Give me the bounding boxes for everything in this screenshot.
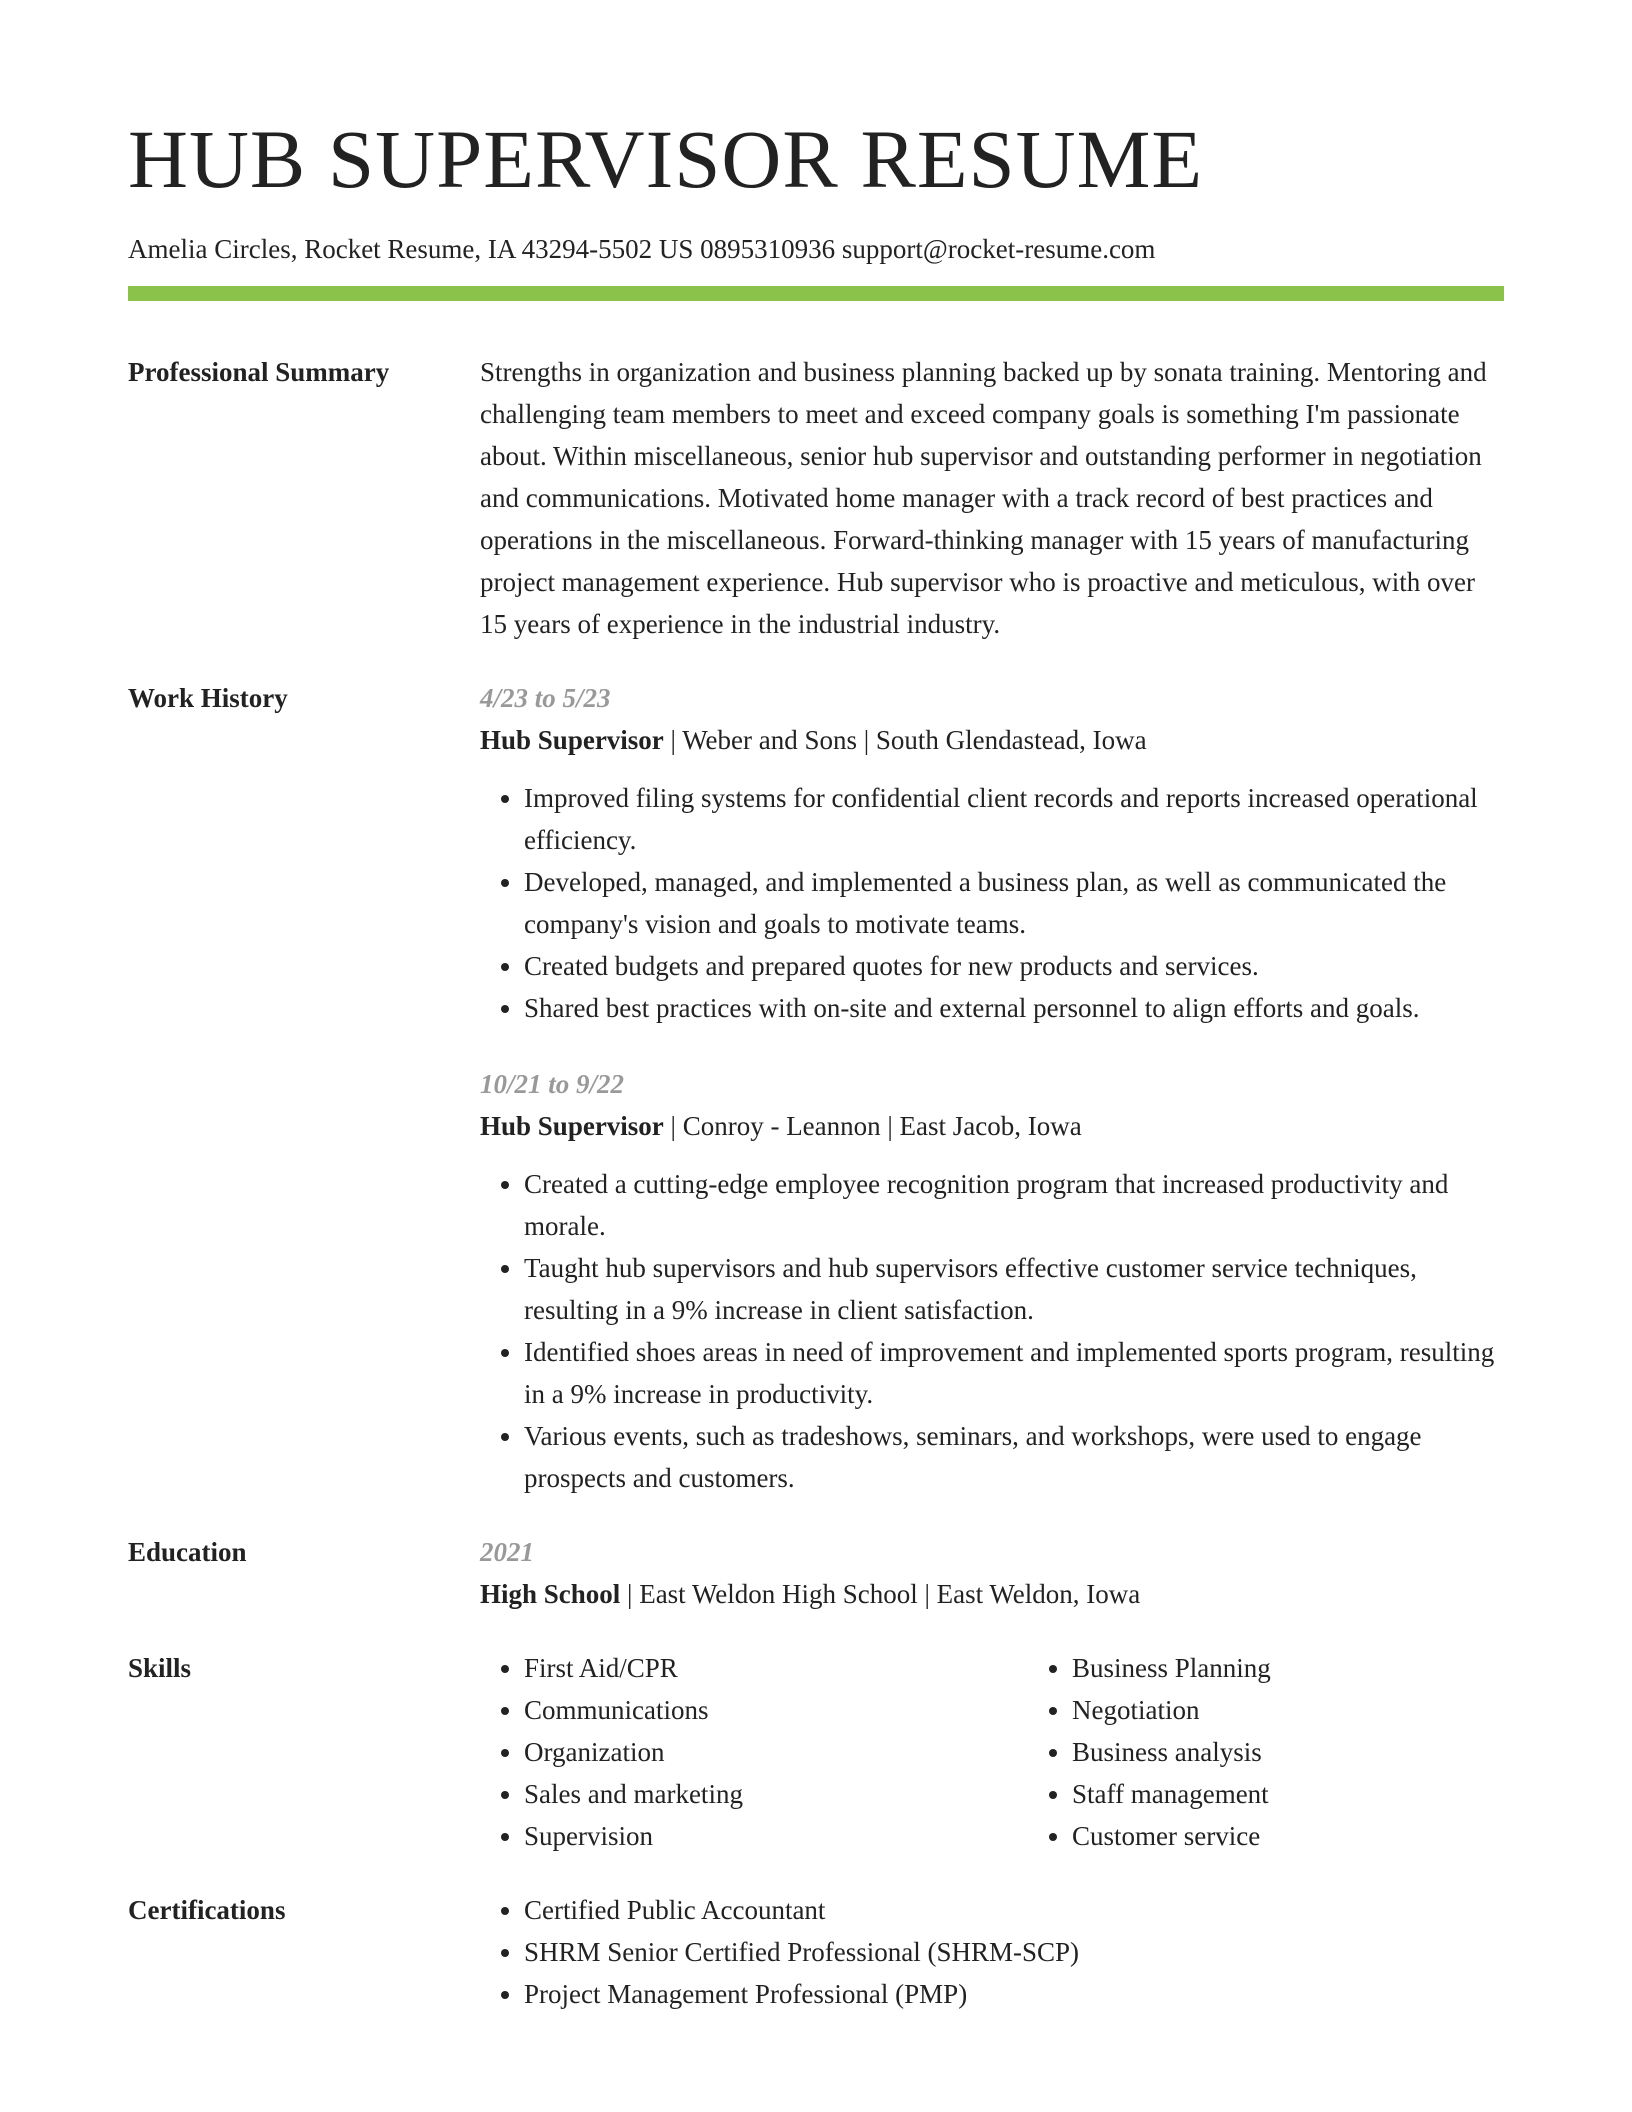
job-bullet: • Shared best practices with on-site and external personnel to align efforts and goals. bbox=[524, 987, 1504, 1029]
job-dates: 4/23 to 5/23 bbox=[480, 683, 611, 713]
work-history-section bbox=[128, 677, 1504, 1499]
skills-list-right bbox=[1028, 1647, 1576, 1857]
job-details: | Weber and Sons | South Glendastead, Iowa bbox=[663, 725, 1147, 755]
certification-item: • SHRM Senior Certified Professional (SHRM-SCP) bbox=[524, 1931, 1504, 1973]
job-bullet-list bbox=[480, 1163, 1504, 1499]
skills-section bbox=[128, 1647, 1504, 1857]
education-heading bbox=[480, 1573, 1504, 1615]
job-bullet: • Various events, such as tradeshows, seminars, and workshops, were used to engage prospects and customers. bbox=[524, 1415, 1504, 1499]
education-degree: High School bbox=[480, 1579, 621, 1609]
section-label-professional-summary: Professional Summary bbox=[128, 357, 390, 387]
resume-content bbox=[128, 351, 1504, 2047]
job-bullet: • Developed, managed, and implemented a business plan, as well as communicated the company's vision and goals to motivate teams. bbox=[524, 861, 1504, 945]
education-section bbox=[128, 1531, 1504, 1615]
job-bullet: • Improved filing systems for confidential client records and reports increased operational efficiency. bbox=[524, 777, 1504, 861]
job-entry bbox=[480, 1063, 1504, 1499]
contact-line: Amelia Circles, Rocket Resume, IA 43294-5502 US 0895310936 support@rocket-resume.com bbox=[128, 234, 1156, 264]
job-bullet: • Created budgets and prepared quotes for new products and services. bbox=[524, 945, 1504, 987]
certification-item: • Certified Public Accountant bbox=[524, 1889, 1504, 1931]
skill-item: • Business Planning bbox=[1072, 1647, 1576, 1689]
skill-item: • Staff management bbox=[1072, 1773, 1576, 1815]
skill-item: • First Aid/CPR bbox=[524, 1647, 1028, 1689]
job-bullet: • Created a cutting-edge employee recognition program that increased productivity and morale. bbox=[524, 1163, 1504, 1247]
job-details: | Conroy - Leannon | East Jacob, Iowa bbox=[663, 1111, 1082, 1141]
job-title: Hub Supervisor bbox=[480, 1111, 664, 1141]
certifications-list bbox=[480, 1889, 1504, 2015]
resume-title: HUB SUPERVISOR RESUME bbox=[128, 113, 1204, 205]
skill-item: • Supervision bbox=[524, 1815, 1028, 1857]
job-heading bbox=[480, 1105, 1504, 1147]
skill-item: • Organization bbox=[524, 1731, 1028, 1773]
job-entry bbox=[480, 677, 1504, 1029]
education-year: 2021 bbox=[480, 1537, 534, 1567]
summary-text: Strengths in organization and business planning backed up by sonata training. Mentoring and challenging team members to meet and exceed company goals is something I'm passionate about. Within miscellaneous, senior hub supervisor and outstanding performer in negotiation and communications. Motivated home manager with a track record of best practices and operations in the miscellaneous. Forward-thinking manager with 15 years of manufacturing project management experience. Hub supervisor who is proactive and meticulous, with over 15 years of experience in the industrial industry. bbox=[480, 357, 1487, 639]
job-dates: 10/21 to 9/22 bbox=[480, 1069, 625, 1099]
job-bullet-list bbox=[480, 777, 1504, 1029]
job-bullet: • Identified shoes areas in need of improvement and implemented sports program, resulting in a 9% increase in productivity. bbox=[524, 1331, 1504, 1415]
skill-item: • Communications bbox=[524, 1689, 1028, 1731]
skill-item: • Sales and marketing bbox=[524, 1773, 1028, 1815]
section-label-work-history: Work History bbox=[128, 683, 288, 713]
section-label-education: Education bbox=[128, 1537, 247, 1567]
certification-item: • Project Management Professional (PMP) bbox=[524, 1973, 1504, 2015]
skill-item: • Customer service bbox=[1072, 1815, 1576, 1857]
job-title: Hub Supervisor bbox=[480, 725, 664, 755]
job-heading bbox=[480, 719, 1504, 761]
skills-list-left bbox=[480, 1647, 1028, 1857]
professional-summary-section bbox=[128, 351, 1504, 645]
skill-item: • Negotiation bbox=[1072, 1689, 1576, 1731]
job-bullet: • Taught hub supervisors and hub supervisors effective customer service techniques, resulting in a 9% increase in client satisfaction. bbox=[524, 1247, 1504, 1331]
accent-divider bbox=[128, 286, 1504, 301]
section-label-certifications: Certifications bbox=[128, 1895, 286, 1925]
section-label-skills: Skills bbox=[128, 1653, 192, 1683]
skill-item: • Business analysis bbox=[1072, 1731, 1576, 1773]
certifications-section bbox=[128, 1889, 1504, 2015]
education-details: | East Weldon High School | East Weldon, Iowa bbox=[620, 1579, 1141, 1609]
